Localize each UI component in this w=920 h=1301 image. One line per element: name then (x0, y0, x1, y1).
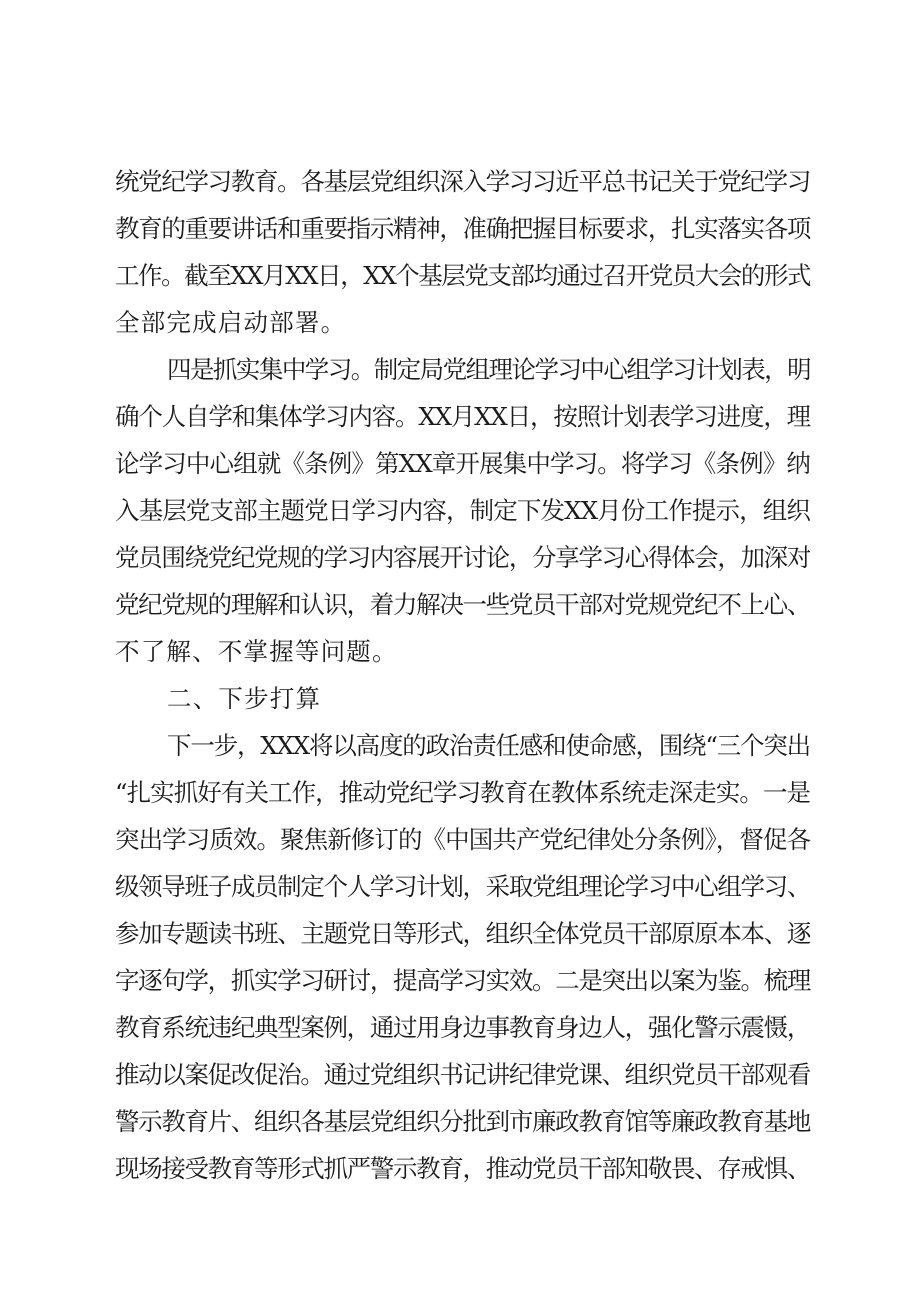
text-line: 突出学习质效。聚焦新修订的《中国共产党纪律处分条例》，督促各 (115, 825, 810, 854)
text-line: 教育系统违纪典型案例，通过用身边事教育身边人，强化警示震慑， (115, 1013, 810, 1042)
text-line: 字逐句学，抓实学习研讨，提高学习实效。二是突出以案为鉴。梳理 (115, 966, 810, 995)
document-body (115, 158, 810, 1192)
text-line: 级领导班子成员制定个人学习计划，采取党组理论学习中心组学习、 (115, 872, 810, 901)
text-line: 确个人自学和集体学习内容。XX月XX日，按照计划表学习进度，理 (115, 402, 810, 431)
text-line: 四是抓实集中学习。制定局党组理论学习中心组学习计划表，明 (167, 355, 810, 384)
text-line: 教育的重要讲话和重要指示精神，准确把握目标要求，扎实落实各项 (115, 214, 810, 243)
text-line: 党纪党规的理解和认识，着力解决一些党员干部对党规党纪不上心、 (115, 590, 810, 619)
text-line: 推动以案促改促治。通过党组织书记讲纪律党课、组织党员干部观看 (115, 1060, 810, 1089)
text-line: 统党纪学习教育。各基层党组织深入学习习近平总书记关于党纪学习 (115, 167, 810, 196)
paragraph-3 (115, 722, 810, 1192)
paragraph-1 (115, 158, 810, 346)
text-line: 警示教育片、组织各基层党组织分批到市廉政教育馆等廉政教育基地 (115, 1107, 810, 1136)
text-line: 现场接受教育等形式抓严警示教育，推动党员干部知敬畏、存戒惧、 (115, 1154, 810, 1183)
text-line: 二、下步打算 (167, 684, 322, 713)
text-line: 下一步，XXX将以高度的政治责任感和使命感，围绕“三个突出 (167, 731, 810, 760)
text-line: 参加专题读书班、主题党日等形式，组织全体党员干部原原本本、逐 (115, 919, 810, 948)
text-line: 工作。截至XX月XX日，XX个基层党支部均通过召开党员大会的形式 (115, 261, 810, 290)
text-line: 入基层党支部主题党日学习内容，制定下发XX月份工作提示，组织 (115, 496, 810, 525)
text-line: 不了解、不掌握等问题。 (115, 637, 398, 666)
text-line: “扎实抓好有关工作，推动党纪学习教育在教体系统走深走实。一是 (115, 778, 810, 807)
section-heading (115, 675, 810, 722)
text-line: 全部完成启动部署。 (115, 308, 347, 337)
text-line: 党员围绕党纪党规的学习内容展开讨论，分享学习心得体会，加深对 (115, 543, 810, 572)
text-line: 论学习中心组就《条例》第XX章开展集中学习。将学习《条例》纳 (115, 449, 810, 478)
paragraph-2 (115, 346, 810, 675)
